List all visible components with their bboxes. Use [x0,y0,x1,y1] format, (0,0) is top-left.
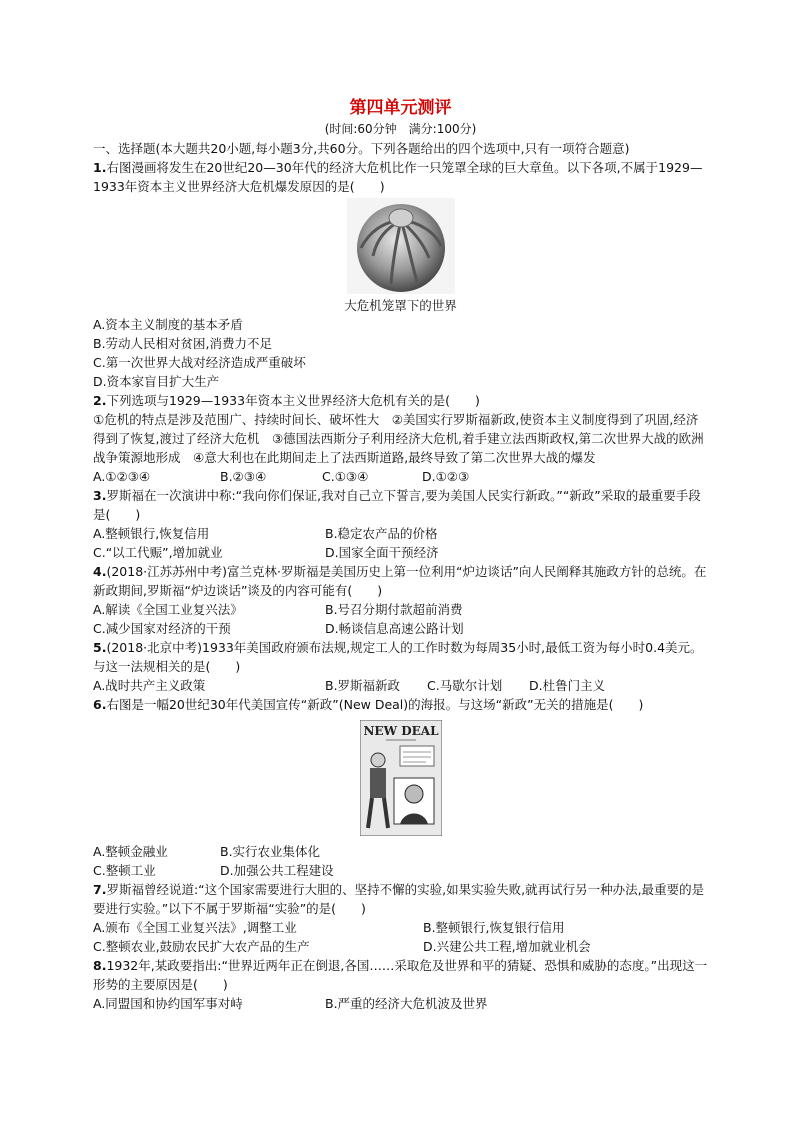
q7-option-a[interactable]: A.颁布《全国工业复兴法》,调整工业 [93,920,297,935]
q4-option-d[interactable]: D.畅谈信息高速公路计划 [325,621,464,636]
q6-option-d[interactable]: D.加强公共工程建设 [220,863,334,878]
q1-option-b[interactable]: B.劳动人民相对贫困,消费力不足 [93,336,273,351]
new-deal-poster-image [360,720,442,836]
q3-option-a[interactable]: A.整顿银行,恢复信用 [93,526,210,541]
q8-option-b[interactable]: B.严重的经济大危机波及世界 [325,996,488,1011]
figure-caption: 大危机笼罩下的世界 [344,298,457,313]
q2-option-b[interactable]: B.②③④ [220,469,267,484]
q2-option-a[interactable]: A.①②③④ [93,469,151,484]
question-8-stem: 8.1932年,某政要指出:“世界近两年正在倒退,各国……采取危及世界和平的猜疑、恐惧和威胁的态度。”出现这一形势的主要原因是( ) [93,958,708,992]
q2-options [93,467,708,486]
q4-option-b[interactable]: B.号召分期付款超前消费 [325,602,463,617]
question-2-number: 2. [93,393,107,408]
question-2-body: ①危机的特点是涉及范围广、持续时间长、破坏性大 ②美国实行罗斯福新政,使资本主义制度得到了巩固,经济得到了恢复,渡过了经济大危机 ③德国法西斯分子利用经济大危机,着手建立法西斯政权,第二次世界大战的欧洲战争策源地形成 ④意大利也在此期间走上了法西斯道路,最终导致了第二次世界大战的爆发 [93,412,704,465]
octopus-figure [93,198,708,315]
q5-option-d[interactable]: D.杜鲁门主义 [529,678,606,693]
q1-option-c[interactable]: C.第一次世界大战对经济造成严重破坏 [93,355,306,370]
section-intro: 一、选择题(本大题共20小题,每小题3分,共60分。下列各题给出的四个选项中,只有一项符合题意) [93,141,630,156]
question-8-number: 8. [93,958,107,973]
question-7-number: 7. [93,882,107,897]
q6-option-c[interactable]: C.整顿工业 [93,863,156,878]
q5-option-b[interactable]: B.罗斯福新政 [325,678,401,693]
q2-option-d[interactable]: D.①②③ [422,469,470,484]
q8-option-a[interactable]: A.同盟国和协约国军事对峙 [93,996,243,1011]
exam-page [93,96,708,1013]
q6-option-b[interactable]: B.实行农业集体化 [220,844,321,859]
question-6-stem: 6.右图是一幅20世纪30年代美国宣传“新政”(New Deal)的海报。与这场“新政”无关的措施是( ) [93,697,644,712]
new-deal-poster-figure [93,720,708,836]
question-4-stem: 4.(2018·江苏苏州中考)富兰克林·罗斯福是美国历史上第一位利用“炉边谈话”向人民阐释其施政方针的总统。在新政期间,罗斯福“炉边谈话”谈及的内容可能有( ) [93,564,707,598]
q1-option-a[interactable]: A.资本主义制度的基本矛盾 [93,317,243,332]
question-7-stem: 7.罗斯福曾经说道:“这个国家需要进行大胆的、坚持不懈的实验,如果实验失败,就再试行另一种办法,最重要的是要进行实验。”以下不属于罗斯福“实验”的是( ) [93,882,705,916]
q3-option-d[interactable]: D.国家全面干预经济 [325,545,439,560]
q5-option-a[interactable]: A.战时共产主义政策 [93,678,206,693]
q4-option-a[interactable]: A.解读《全国工业复兴法》 [93,602,243,617]
exam-meta: (时间:60分钟 满分:100分) [324,122,477,136]
q7-option-d[interactable]: D.兴建公共工程,增加就业机会 [423,939,591,954]
question-5-number: 5. [93,640,107,655]
question-4-number: 4. [93,564,107,579]
question-2-stem: 2.下列选项与1929—1933年资本主义世界经济大危机有关的是( ) [93,393,480,408]
q2-option-c[interactable]: C.①③④ [322,469,369,484]
q5-option-c[interactable]: C.马歇尔计划 [427,678,503,693]
question-3-stem: 3.罗斯福在一次演讲中称:“我向你们保证,我对自己立下誓言,要为美国人民实行新政。”“新政”采取的最重要手段是( ) [93,488,701,522]
octopus-cartoon-image [347,198,455,294]
q6-option-a[interactable]: A.整顿金融业 [93,844,168,859]
question-3-number: 3. [93,488,107,503]
question-1-stem: 1.右图漫画将发生在20世纪20—30年代的经济大危机比作一只笼罩全球的巨大章鱼。以下各项,不属于1929—1933年资本主义世界经济大危机爆发原因的是( ) [93,160,703,194]
question-1-number: 1. [93,160,107,175]
q3-option-b[interactable]: B.稳定农产品的价格 [325,526,438,541]
q3-option-c[interactable]: C.“以工代赈”,增加就业 [93,545,223,560]
page-title: 第四单元测评 [349,98,452,118]
poster-title: NEW DEAL [362,724,439,738]
question-6-number: 6. [93,697,107,712]
question-5-stem: 5.(2018·北京中考)1933年美国政府颁布法规,规定工人的工作时数为每周35小时,最低工资为每小时0.4美元。与这一法规相关的是( ) [93,640,703,674]
q7-option-c[interactable]: C.整顿农业,鼓励农民扩大农产品的生产 [93,939,310,954]
q7-option-b[interactable]: B.整顿银行,恢复银行信用 [423,920,565,935]
q1-option-d[interactable]: D.资本家盲目扩大生产 [93,374,220,389]
q4-option-c[interactable]: C.减少国家对经济的干预 [93,621,231,636]
